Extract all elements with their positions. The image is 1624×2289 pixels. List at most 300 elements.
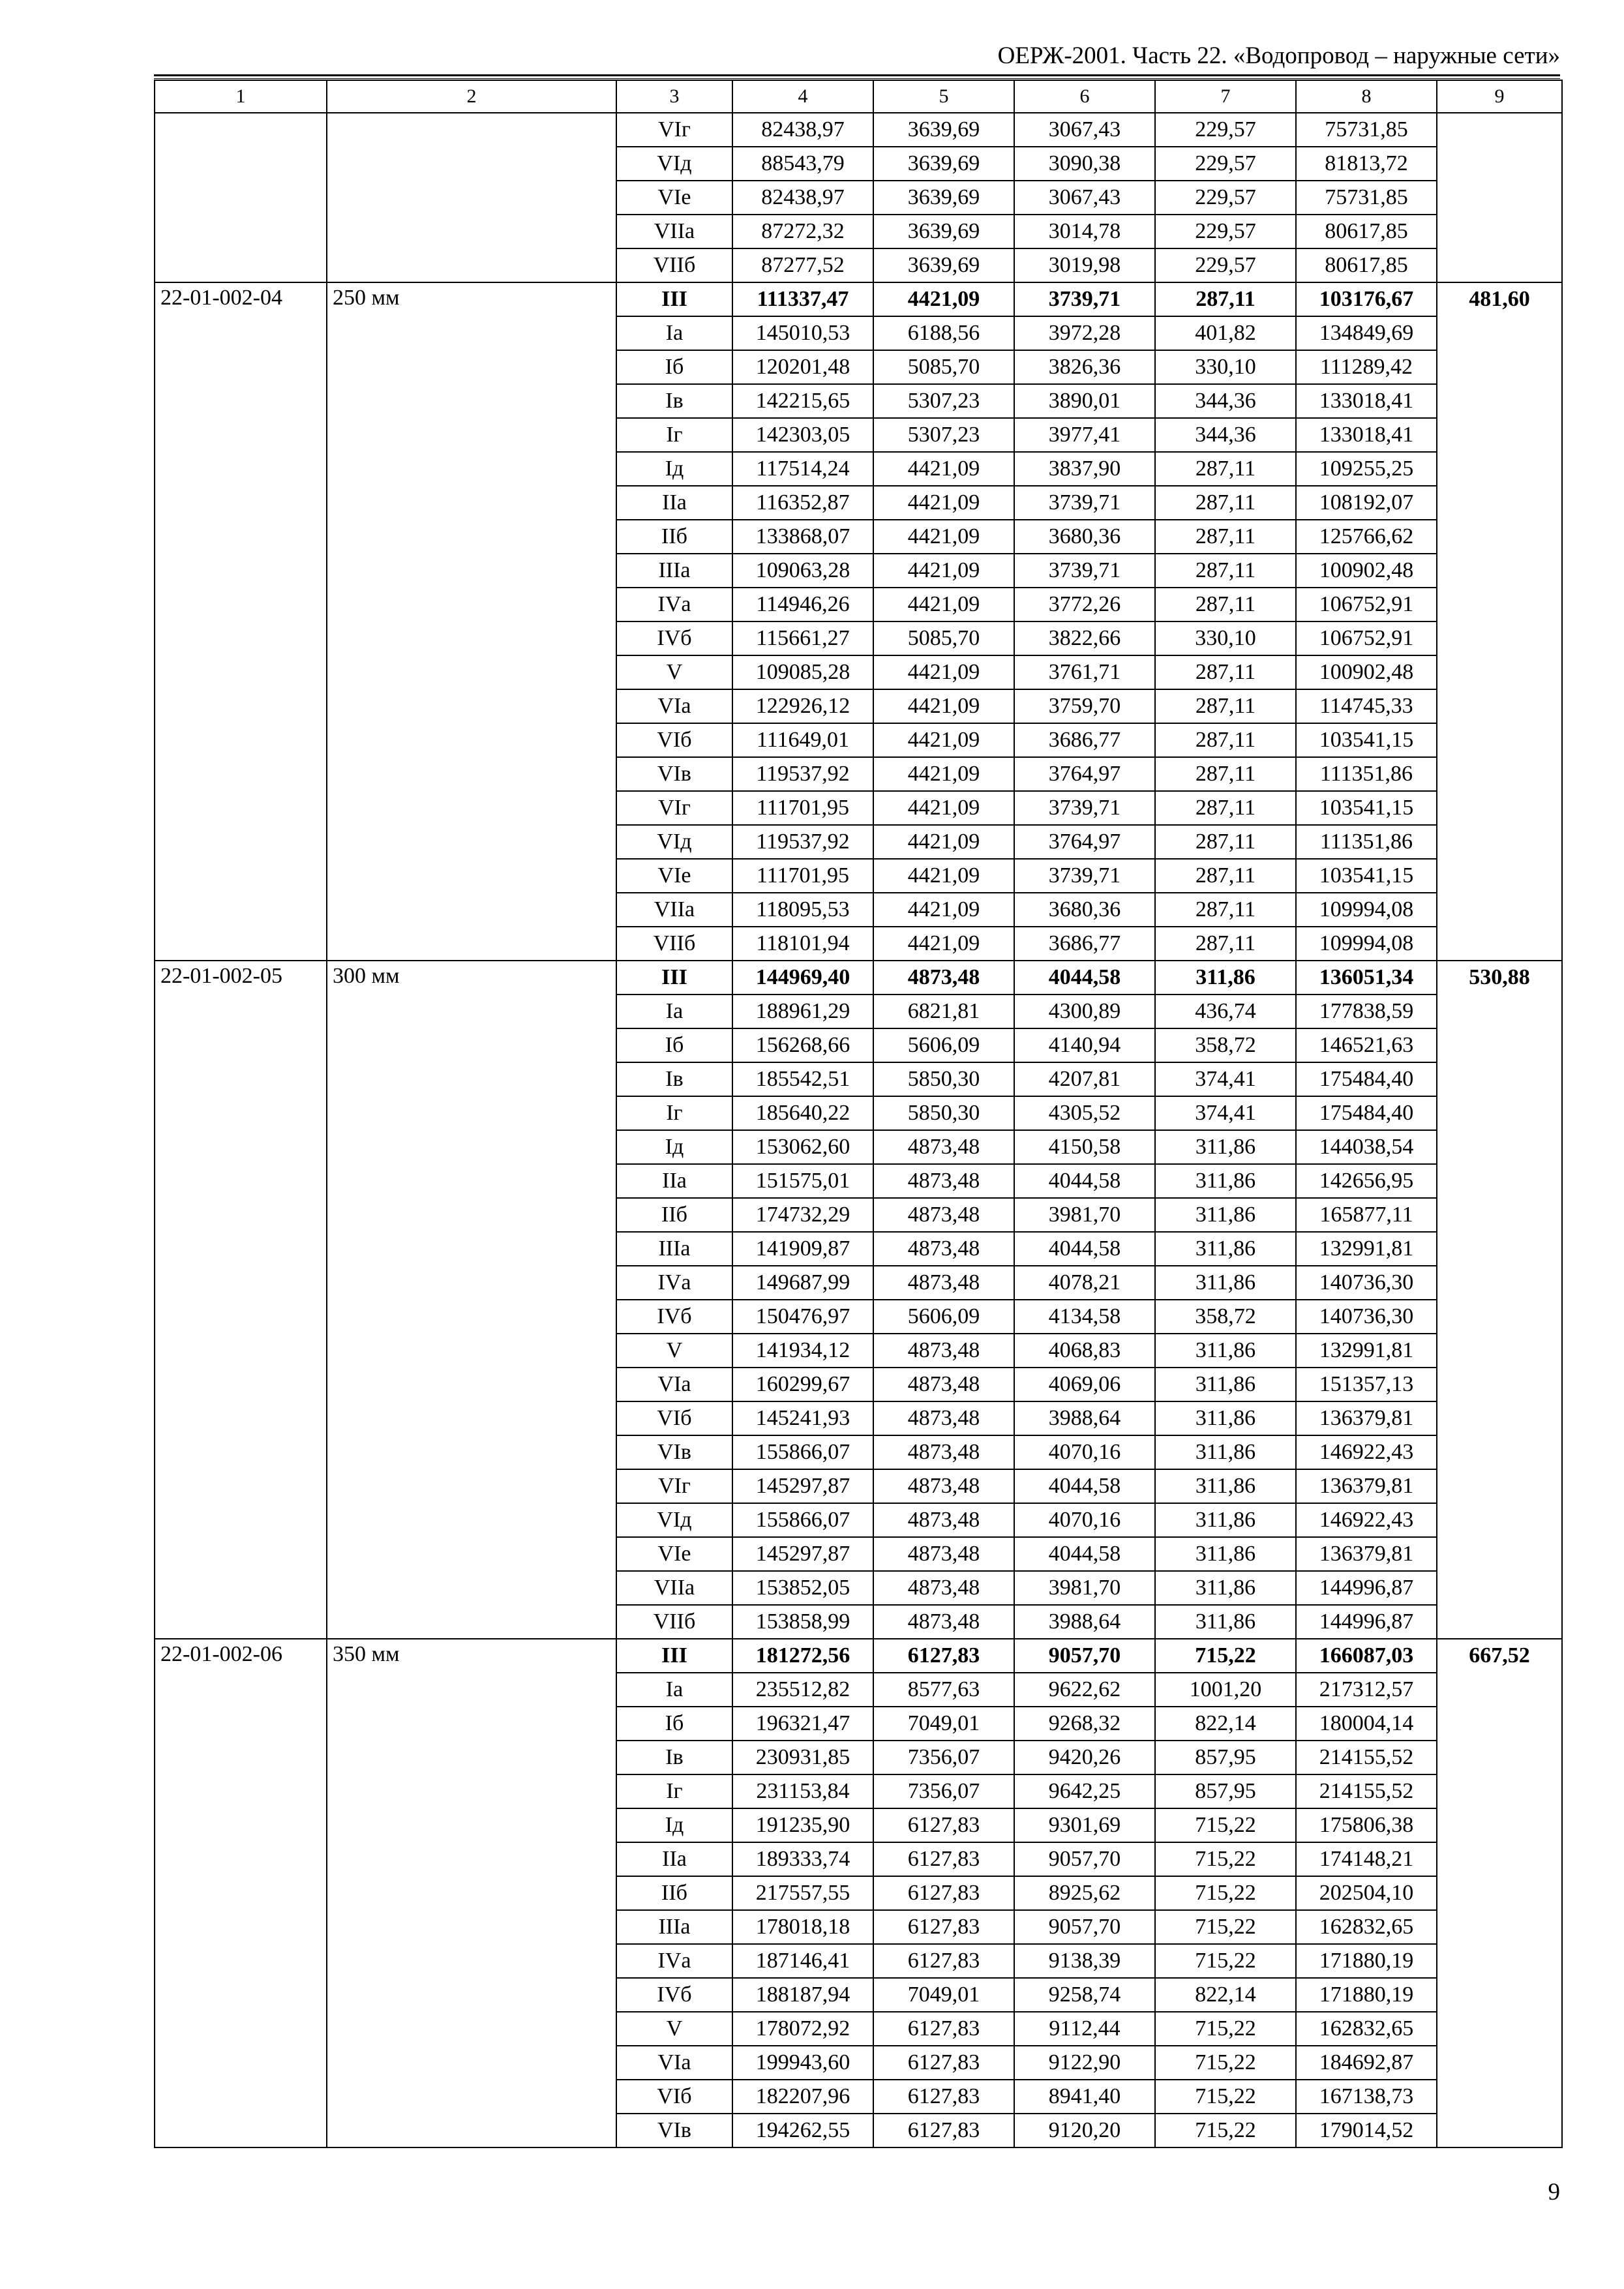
value-cell: 9138,39: [1014, 1944, 1155, 1978]
value-cell: 3890,01: [1014, 384, 1155, 418]
zone-code-cell: IVб: [616, 621, 732, 655]
value-cell: 4421,09: [873, 486, 1014, 520]
zone-code-cell: VIг: [616, 791, 732, 825]
zone-code-cell: Iг: [616, 1774, 732, 1808]
value-cell: 229,57: [1155, 215, 1296, 248]
value-cell: 111701,95: [732, 791, 873, 825]
value-cell: 145241,93: [732, 1401, 873, 1435]
value-cell: 3680,36: [1014, 893, 1155, 927]
value-cell: 287,11: [1155, 588, 1296, 621]
zone-code-cell: VIIб: [616, 1605, 732, 1639]
zone-code-cell: VIIа: [616, 1571, 732, 1605]
value-cell: 82438,97: [732, 113, 873, 147]
value-cell: 125766,62: [1296, 520, 1437, 554]
pipe-diameter: 300 мм: [327, 961, 616, 1639]
value-cell: 120201,48: [732, 350, 873, 384]
value-cell: 311,86: [1155, 1605, 1296, 1639]
value-cell: 174732,29: [732, 1198, 873, 1232]
header-rule: [154, 74, 1560, 76]
zone-code-cell: V: [616, 1334, 732, 1368]
value-cell: 3090,38: [1014, 147, 1155, 181]
value-cell: 109994,08: [1296, 927, 1437, 961]
value-cell: 4068,83: [1014, 1334, 1155, 1368]
zone-code-cell: VIе: [616, 1537, 732, 1571]
value-cell: 358,72: [1155, 1028, 1296, 1062]
value-cell: 311,86: [1155, 1435, 1296, 1469]
value-cell: 4421,09: [873, 282, 1014, 316]
value-cell: 6127,83: [873, 1944, 1014, 1978]
value-cell: 715,22: [1155, 2114, 1296, 2147]
value-cell: 1001,20: [1155, 1673, 1296, 1707]
value-cell: 132991,81: [1296, 1232, 1437, 1266]
zone-code-cell: III: [616, 961, 732, 995]
value-cell: 4140,94: [1014, 1028, 1155, 1062]
zone-code-cell: IIIа: [616, 554, 732, 588]
column-number: 9: [1437, 80, 1562, 113]
value-cell: 287,11: [1155, 893, 1296, 927]
value-cell: 229,57: [1155, 147, 1296, 181]
pipe-diameter: 350 мм: [327, 1639, 616, 2147]
zone-code-cell: VIIб: [616, 248, 732, 282]
value-cell: 6127,83: [873, 2114, 1014, 2147]
value-cell: 311,86: [1155, 961, 1296, 995]
value-cell: 287,11: [1155, 282, 1296, 316]
page-header: ОЕРЖ-2001. Часть 22. «Водопровод – наружные сети»: [997, 42, 1560, 69]
value-cell: 141909,87: [732, 1232, 873, 1266]
value-cell: 146922,43: [1296, 1435, 1437, 1469]
value-cell: 133018,41: [1296, 384, 1437, 418]
value-cell: 156268,66: [732, 1028, 873, 1062]
value-cell: 80617,85: [1296, 248, 1437, 282]
value-cell: 109063,28: [732, 554, 873, 588]
value-cell: 3639,69: [873, 181, 1014, 215]
value-cell: 155866,07: [732, 1435, 873, 1469]
value-cell: 330,10: [1155, 350, 1296, 384]
value-cell: 9057,70: [1014, 1842, 1155, 1876]
value-cell: 9122,90: [1014, 2046, 1155, 2080]
value-cell: 715,22: [1155, 2046, 1296, 2080]
value-cell: 165877,11: [1296, 1198, 1437, 1232]
value-cell: 185640,22: [732, 1096, 873, 1130]
value-cell: 141934,12: [732, 1334, 873, 1368]
value-cell: 3826,36: [1014, 350, 1155, 384]
value-cell: 142215,65: [732, 384, 873, 418]
value-cell: 287,11: [1155, 825, 1296, 859]
table-row: [155, 113, 1562, 147]
value-cell: 3837,90: [1014, 452, 1155, 486]
value-cell: 114745,33: [1296, 689, 1437, 723]
value-cell: 8577,63: [873, 1673, 1014, 1707]
value-cell: 7356,07: [873, 1774, 1014, 1808]
value-cell: 118095,53: [732, 893, 873, 927]
value-cell: 4873,48: [873, 1469, 1014, 1503]
extra-cell-continued: [1437, 113, 1562, 282]
value-cell: 182207,96: [732, 2080, 873, 2114]
value-cell: 4421,09: [873, 893, 1014, 927]
value-cell: 3761,71: [1014, 655, 1155, 689]
value-cell: 111337,47: [732, 282, 873, 316]
value-cell: 9057,70: [1014, 1639, 1155, 1673]
zone-code-cell: IVб: [616, 1978, 732, 2012]
value-cell: 311,86: [1155, 1164, 1296, 1198]
zone-code-cell: III: [616, 282, 732, 316]
value-cell: 9057,70: [1014, 1910, 1155, 1944]
zone-code-cell: Iв: [616, 1741, 732, 1774]
value-cell: 4305,52: [1014, 1096, 1155, 1130]
value-cell: 187146,41: [732, 1944, 873, 1978]
zone-code-cell: Iв: [616, 384, 732, 418]
value-cell: 857,95: [1155, 1774, 1296, 1808]
zone-code-cell: IIIа: [616, 1232, 732, 1266]
value-cell: 217312,57: [1296, 1673, 1437, 1707]
value-cell: 149687,99: [732, 1266, 873, 1300]
value-cell: 287,11: [1155, 452, 1296, 486]
value-cell: 81813,72: [1296, 147, 1437, 181]
value-cell: 231153,84: [732, 1774, 873, 1808]
value-cell: 142303,05: [732, 418, 873, 452]
zone-code-cell: VIIа: [616, 893, 732, 927]
value-cell: 436,74: [1155, 995, 1296, 1028]
value-cell: 3759,70: [1014, 689, 1155, 723]
value-cell: 374,41: [1155, 1062, 1296, 1096]
value-cell: 106752,91: [1296, 621, 1437, 655]
zone-code-cell: VIв: [616, 2114, 732, 2147]
zone-code-cell: IIIа: [616, 1910, 732, 1944]
value-cell: 3680,36: [1014, 520, 1155, 554]
value-cell: 4207,81: [1014, 1062, 1155, 1096]
item-code: 22-01-002-04: [155, 282, 327, 961]
zone-code-cell: Iб: [616, 1707, 732, 1741]
column-number: 3: [616, 80, 732, 113]
value-cell: 287,11: [1155, 655, 1296, 689]
value-cell: 162832,65: [1296, 2012, 1437, 2046]
value-cell: 109255,25: [1296, 452, 1437, 486]
item-code: 22-01-002-05: [155, 961, 327, 1639]
zone-code-cell: Iд: [616, 452, 732, 486]
value-cell: 5606,09: [873, 1300, 1014, 1334]
value-cell: 287,11: [1155, 554, 1296, 588]
zone-code-cell: IVа: [616, 588, 732, 621]
value-cell: 3988,64: [1014, 1605, 1155, 1639]
value-cell: 199943,60: [732, 2046, 873, 2080]
value-cell: 6127,83: [873, 1639, 1014, 1673]
extra-value: 481,60: [1437, 282, 1562, 961]
value-cell: 287,11: [1155, 859, 1296, 893]
value-cell: 136379,81: [1296, 1401, 1437, 1435]
value-cell: 88543,79: [732, 147, 873, 181]
value-cell: 109994,08: [1296, 893, 1437, 927]
value-cell: 8941,40: [1014, 2080, 1155, 2114]
value-cell: 311,86: [1155, 1368, 1296, 1401]
value-cell: 9258,74: [1014, 1978, 1155, 2012]
value-cell: 111289,42: [1296, 350, 1437, 384]
zone-code-cell: IVа: [616, 1266, 732, 1300]
value-cell: 140736,30: [1296, 1300, 1437, 1334]
value-cell: 3067,43: [1014, 113, 1155, 147]
value-cell: 111649,01: [732, 723, 873, 757]
value-cell: 4873,48: [873, 961, 1014, 995]
value-cell: 344,36: [1155, 418, 1296, 452]
value-cell: 6188,56: [873, 316, 1014, 350]
value-cell: 5085,70: [873, 621, 1014, 655]
value-cell: 4873,48: [873, 1232, 1014, 1266]
zone-code-cell: VIд: [616, 147, 732, 181]
zone-code-cell: VIд: [616, 825, 732, 859]
value-cell: 162832,65: [1296, 1910, 1437, 1944]
value-cell: 287,11: [1155, 927, 1296, 961]
value-cell: 196321,47: [732, 1707, 873, 1741]
value-cell: 3686,77: [1014, 723, 1155, 757]
value-cell: 217557,55: [732, 1876, 873, 1910]
table-row: [155, 282, 1562, 316]
value-cell: 4873,48: [873, 1503, 1014, 1537]
value-cell: 4069,06: [1014, 1368, 1155, 1401]
value-cell: 715,22: [1155, 1944, 1296, 1978]
value-cell: 4421,09: [873, 520, 1014, 554]
value-cell: 330,10: [1155, 621, 1296, 655]
value-cell: 146922,43: [1296, 1503, 1437, 1537]
value-cell: 230931,85: [732, 1741, 873, 1774]
value-cell: 715,22: [1155, 1876, 1296, 1910]
value-cell: 118101,94: [732, 927, 873, 961]
value-cell: 136051,34: [1296, 961, 1437, 995]
zone-code-cell: VIг: [616, 113, 732, 147]
value-cell: 7049,01: [873, 1707, 1014, 1741]
value-cell: 4873,48: [873, 1401, 1014, 1435]
value-cell: 4044,58: [1014, 1164, 1155, 1198]
value-cell: 358,72: [1155, 1300, 1296, 1334]
value-cell: 116352,87: [732, 486, 873, 520]
value-cell: 7049,01: [873, 1978, 1014, 2012]
value-cell: 184692,87: [1296, 2046, 1437, 2080]
value-cell: 229,57: [1155, 181, 1296, 215]
value-cell: 311,86: [1155, 1503, 1296, 1537]
value-cell: 171880,19: [1296, 1978, 1437, 2012]
value-cell: 134849,69: [1296, 316, 1437, 350]
value-cell: 287,11: [1155, 791, 1296, 825]
zone-code-cell: Iа: [616, 995, 732, 1028]
value-cell: 111351,86: [1296, 825, 1437, 859]
zone-code-cell: IVа: [616, 1944, 732, 1978]
value-cell: 311,86: [1155, 1334, 1296, 1368]
value-cell: 3764,97: [1014, 825, 1155, 859]
value-cell: 133018,41: [1296, 418, 1437, 452]
value-cell: 4421,09: [873, 859, 1014, 893]
value-cell: 3972,28: [1014, 316, 1155, 350]
value-cell: 145297,87: [732, 1537, 873, 1571]
value-cell: 3988,64: [1014, 1401, 1155, 1435]
value-cell: 4300,89: [1014, 995, 1155, 1028]
value-cell: 202504,10: [1296, 1876, 1437, 1910]
value-cell: 4873,48: [873, 1435, 1014, 1469]
zone-code-cell: VIд: [616, 1503, 732, 1537]
value-cell: 100902,48: [1296, 554, 1437, 588]
value-cell: 153852,05: [732, 1571, 873, 1605]
value-cell: 3981,70: [1014, 1198, 1155, 1232]
value-cell: 6127,83: [873, 1876, 1014, 1910]
value-cell: 4044,58: [1014, 1469, 1155, 1503]
value-cell: 178018,18: [732, 1910, 873, 1944]
value-cell: 4070,16: [1014, 1435, 1155, 1469]
value-cell: 715,22: [1155, 1842, 1296, 1876]
value-cell: 3977,41: [1014, 418, 1155, 452]
value-cell: 5850,30: [873, 1062, 1014, 1096]
zone-code-cell: IIа: [616, 1164, 732, 1198]
value-cell: 4421,09: [873, 927, 1014, 961]
code-cell-continued: [155, 113, 327, 282]
column-number: 1: [155, 80, 327, 113]
value-cell: 9420,26: [1014, 1741, 1155, 1774]
value-cell: 3981,70: [1014, 1571, 1155, 1605]
value-cell: 185542,51: [732, 1062, 873, 1096]
value-cell: 4873,48: [873, 1266, 1014, 1300]
value-cell: 151575,01: [732, 1164, 873, 1198]
value-cell: 144996,87: [1296, 1571, 1437, 1605]
zone-code-cell: Iб: [616, 350, 732, 384]
value-cell: 3739,71: [1014, 554, 1155, 588]
zone-code-cell: VIв: [616, 757, 732, 791]
zone-code-cell: IIб: [616, 1876, 732, 1910]
value-cell: 287,11: [1155, 757, 1296, 791]
value-cell: 167138,73: [1296, 2080, 1437, 2114]
value-cell: 9642,25: [1014, 1774, 1155, 1808]
value-cell: 8925,62: [1014, 1876, 1155, 1910]
value-cell: 4421,09: [873, 689, 1014, 723]
zone-code-cell: Iд: [616, 1808, 732, 1842]
value-cell: 4873,48: [873, 1198, 1014, 1232]
value-cell: 103541,15: [1296, 723, 1437, 757]
value-cell: 4421,09: [873, 791, 1014, 825]
value-cell: 144969,40: [732, 961, 873, 995]
zone-code-cell: VIв: [616, 1435, 732, 1469]
column-number: 6: [1014, 80, 1155, 113]
value-cell: 75731,85: [1296, 181, 1437, 215]
value-cell: 4044,58: [1014, 961, 1155, 995]
zone-code-cell: VIа: [616, 2046, 732, 2080]
value-cell: 136379,81: [1296, 1469, 1437, 1503]
value-cell: 4421,09: [873, 723, 1014, 757]
value-cell: 153858,99: [732, 1605, 873, 1639]
zone-code-cell: IVб: [616, 1300, 732, 1334]
zone-code-cell: VIIб: [616, 927, 732, 961]
zone-code-cell: IIб: [616, 1198, 732, 1232]
value-cell: 150476,97: [732, 1300, 873, 1334]
zone-code-cell: Iг: [616, 418, 732, 452]
value-cell: 145297,87: [732, 1469, 873, 1503]
value-cell: 4873,48: [873, 1130, 1014, 1164]
value-cell: 857,95: [1155, 1741, 1296, 1774]
value-cell: 180004,14: [1296, 1707, 1437, 1741]
value-cell: 153062,60: [732, 1130, 873, 1164]
value-cell: 106752,91: [1296, 588, 1437, 621]
value-cell: 87277,52: [732, 248, 873, 282]
value-cell: 5307,23: [873, 418, 1014, 452]
value-cell: 119537,92: [732, 825, 873, 859]
value-cell: 136379,81: [1296, 1537, 1437, 1571]
value-cell: 174148,21: [1296, 1842, 1437, 1876]
value-cell: 3772,26: [1014, 588, 1155, 621]
column-number: 7: [1155, 80, 1296, 113]
value-cell: 4070,16: [1014, 1503, 1155, 1537]
value-cell: 4150,58: [1014, 1130, 1155, 1164]
value-cell: 9120,20: [1014, 2114, 1155, 2147]
value-cell: 177838,59: [1296, 995, 1437, 1028]
zone-code-cell: Iб: [616, 1028, 732, 1062]
value-cell: 80617,85: [1296, 215, 1437, 248]
value-cell: 100902,48: [1296, 655, 1437, 689]
value-cell: 5085,70: [873, 350, 1014, 384]
zone-code-cell: Iг: [616, 1096, 732, 1130]
value-cell: 214155,52: [1296, 1741, 1437, 1774]
value-cell: 188187,94: [732, 1978, 873, 2012]
value-cell: 145010,53: [732, 316, 873, 350]
value-cell: 9112,44: [1014, 2012, 1155, 2046]
value-cell: 3014,78: [1014, 215, 1155, 248]
value-cell: 194262,55: [732, 2114, 873, 2147]
value-cell: 715,22: [1155, 1910, 1296, 1944]
zone-code-cell: V: [616, 2012, 732, 2046]
value-cell: 3686,77: [1014, 927, 1155, 961]
zone-code-cell: VIа: [616, 1368, 732, 1401]
value-cell: 3639,69: [873, 147, 1014, 181]
value-cell: 160299,67: [732, 1368, 873, 1401]
zone-code-cell: IIб: [616, 520, 732, 554]
zone-code-cell: VIб: [616, 1401, 732, 1435]
column-number-row: [155, 80, 1562, 113]
zone-code-cell: VIа: [616, 689, 732, 723]
value-cell: 119537,92: [732, 757, 873, 791]
value-cell: 214155,52: [1296, 1774, 1437, 1808]
zone-code-cell: IIа: [616, 1842, 732, 1876]
value-cell: 103541,15: [1296, 859, 1437, 893]
value-cell: 229,57: [1155, 248, 1296, 282]
value-cell: 3067,43: [1014, 181, 1155, 215]
value-cell: 175484,40: [1296, 1096, 1437, 1130]
zone-code-cell: V: [616, 655, 732, 689]
value-cell: 142656,95: [1296, 1164, 1437, 1198]
value-cell: 4134,58: [1014, 1300, 1155, 1334]
value-cell: 311,86: [1155, 1232, 1296, 1266]
table-row: [155, 1639, 1562, 1673]
value-cell: 235512,82: [732, 1673, 873, 1707]
value-cell: 6127,83: [873, 2046, 1014, 2080]
value-cell: 311,86: [1155, 1537, 1296, 1571]
value-cell: 715,22: [1155, 1639, 1296, 1673]
value-cell: 4873,48: [873, 1537, 1014, 1571]
value-cell: 229,57: [1155, 113, 1296, 147]
value-cell: 3019,98: [1014, 248, 1155, 282]
value-cell: 4421,09: [873, 655, 1014, 689]
column-number: 4: [732, 80, 873, 113]
value-cell: 311,86: [1155, 1266, 1296, 1300]
value-cell: 6127,83: [873, 1842, 1014, 1876]
value-cell: 144996,87: [1296, 1605, 1437, 1639]
zone-code-cell: VIг: [616, 1469, 732, 1503]
value-cell: 146521,63: [1296, 1028, 1437, 1062]
value-cell: 166087,03: [1296, 1639, 1437, 1673]
value-cell: 287,11: [1155, 689, 1296, 723]
column-number: 2: [327, 80, 616, 113]
value-cell: 401,82: [1155, 316, 1296, 350]
value-cell: 4873,48: [873, 1605, 1014, 1639]
page-number: 9: [1548, 2179, 1560, 2206]
value-cell: 108192,07: [1296, 486, 1437, 520]
value-cell: 344,36: [1155, 384, 1296, 418]
value-cell: 181272,56: [732, 1639, 873, 1673]
item-code: 22-01-002-06: [155, 1639, 327, 2147]
value-cell: 822,14: [1155, 1978, 1296, 2012]
value-cell: 3822,66: [1014, 621, 1155, 655]
